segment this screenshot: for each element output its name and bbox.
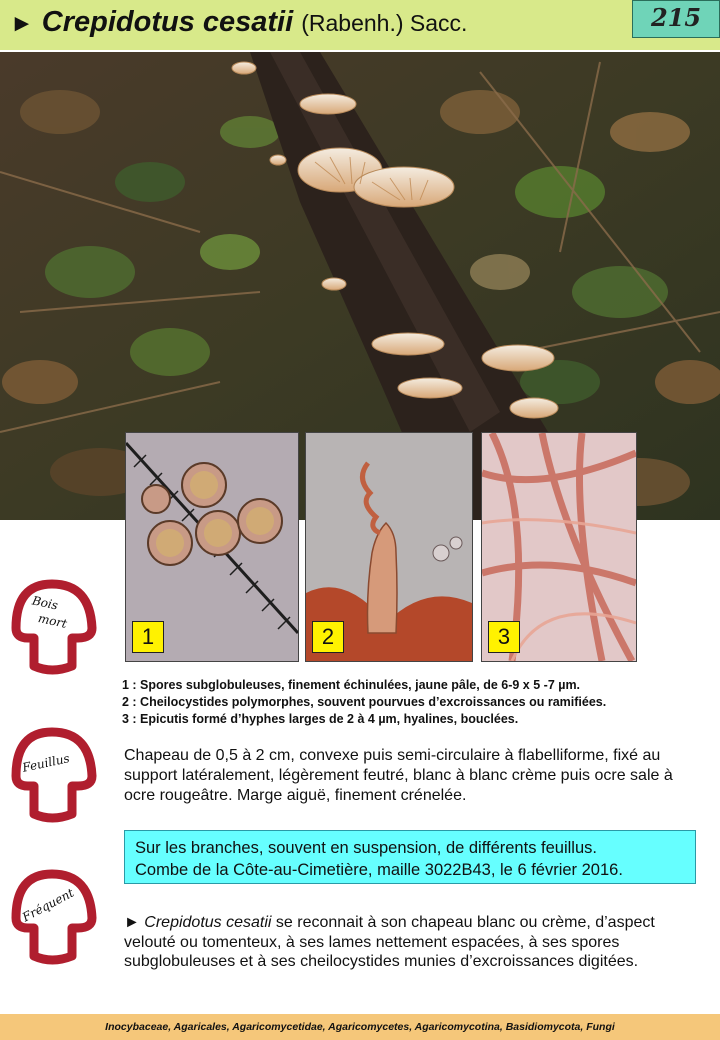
micrograph-spores xyxy=(125,432,299,662)
badge-label: Bois xyxy=(30,593,60,613)
micrograph-epicutis xyxy=(481,432,637,662)
micrograph-number: 1 xyxy=(132,621,164,653)
title-arrow: ► xyxy=(10,10,34,37)
caption-3: 3 : Epicutis formé d’hyphes larges de 2 à 4 µm, hyalines, bouclées. xyxy=(122,712,519,726)
badge-frequency xyxy=(8,868,98,978)
identification-note xyxy=(124,913,684,972)
note-arrow: ► xyxy=(124,914,140,931)
micrograph-number: 3 xyxy=(488,621,520,653)
header-bar xyxy=(0,0,720,50)
taxonomy-footer: Inocybaceae, Agaricales, Agaricomycetidae, Agaricomycetes, Agaricomycotina, Basidiomycota, Fungi xyxy=(0,1014,720,1040)
caption-2: 2 : Cheilocystides polymorphes, souvent pourvues d’excroissances ou ramifiées. xyxy=(122,695,607,709)
mushroom-icon xyxy=(8,578,98,688)
mushroom-icon xyxy=(8,868,98,978)
micrograph-number: 2 xyxy=(312,621,344,653)
badge-label: mort xyxy=(36,611,69,631)
mushroom-icon xyxy=(8,726,98,836)
habitat-line-1: Sur les branches, souvent en suspension, de différents feuillus. xyxy=(135,839,597,857)
description-text: Chapeau de 0,5 à 2 cm, convexe puis semi-circulaire à flabelliforme, fixé au support latéralement, légèrement feutré, blanc à blanc crème puis ocre sale à ocre rougeâtre. Marge aiguë, finement crénelée. xyxy=(124,747,673,804)
note-species: Crepidotus cesatii xyxy=(144,914,272,931)
page-number: 215 xyxy=(632,0,720,38)
species-name: Crepidotus cesatii xyxy=(41,6,294,38)
habitat-line-2: Combe de la Côte-au-Cimetière, maille 3022B43, le 6 février 2016. xyxy=(135,861,623,879)
habitat-box xyxy=(124,830,696,884)
badge-label: Feuillus xyxy=(21,751,71,775)
badge-host xyxy=(8,726,98,836)
micrograph-cheilocystides xyxy=(305,432,473,662)
caption-1: 1 : Spores subglobuleuses, finement échinulées, jaune pâle, de 6-9 x 5 -7 µm. xyxy=(122,678,581,692)
species-author: (Rabenh.) Sacc. xyxy=(301,10,468,36)
micrograph-captions xyxy=(122,677,606,728)
page-title xyxy=(10,6,467,39)
badge-label: Fréquent xyxy=(20,885,77,925)
note-text: se reconnait à son chapeau blanc ou crème, d’aspect velouté ou tomenteux, à ses lames nettement espacées, à ses spores subglobuleuses et à ses cheilocystides munies d’excroissances digitées. xyxy=(124,914,655,970)
badge-substrate xyxy=(8,578,98,688)
